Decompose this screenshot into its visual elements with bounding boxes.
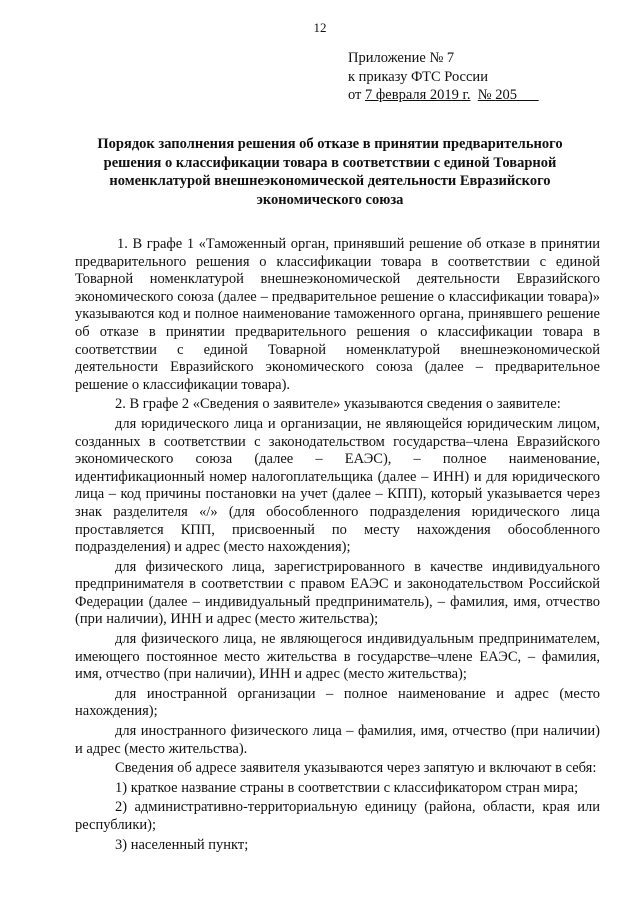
- paragraph-individual: для физического лица, не являющегося индивидуальным предпринимателем, имеющего постоянное место жительства в государстве–члене ЕАЭС, – фамилия, имя, отчество (при наличии), ИНН и адрес (место жительства);: [75, 631, 600, 683]
- paragraph-2: 2. В графе 2 «Сведения о заявителе» указываются сведения о заявителе:: [115, 396, 561, 413]
- attachment-line-1: Приложение № 7: [348, 50, 455, 66]
- attachment-date: 7 февраля 2019 г.: [365, 87, 471, 103]
- attachment-block: [348, 49, 628, 105]
- attachment-line-2: к приказу ФТС России: [348, 68, 488, 85]
- page-number: 12: [313, 20, 327, 35]
- attachment-number: 205: [495, 87, 517, 103]
- paragraph-foreign-organization: для иностранной организации – полное наименование и адрес (место нахождения);: [75, 685, 600, 720]
- document-body: [75, 236, 600, 856]
- list-item-region: 2) административно-территориальную единицу (района, области, края или республики);: [75, 799, 600, 833]
- paragraph-1: 1. В графе 1 «Таможенный орган, принявший решение об отказе в принятии предварительного решения о классификации товара в соответствии с единой Товарной номенклатурой внешнеэкономической деятельности Евразийского экономического союза (далее – предварительное решение о классификации товара)» указываются код и полное наименование таможенного органа, принявшего решение об отказе в принятии предварительного решения о классификации товара в соответствии с единой Товарной номенклатурой внешнеэкономической деятельности Евразийского экономического союза (далее – предварительное решение о классификации товара).: [75, 236, 600, 393]
- paragraph-address-intro: Сведения об адресе заявителя указываются через запятую и включают в себя:: [115, 760, 597, 777]
- list-item-country: 1) краткое название страны в соответствии с классификатором стран мира;: [115, 779, 579, 796]
- paragraph-legal-entity: для юридического лица и организации, не являющейся юридическим лицом, созданных в соответствии с законодательством государства–члена Евразийского экономического союза (далее – ЕАЭС), – полное наименование, идентификационный номер налогоплательщика (далее – ИНН) и для юридического лица – код причины постановки на учет (далее – КПП), который указывается через знак разделителя «/» (для обособленного подразделения юридического лица проставляется КПП, присвоенный по месту нахождения обособленного подразделения) и адрес (место нахождения);: [75, 415, 600, 556]
- attachment-line-3: [348, 86, 628, 105]
- list-item-settlement: 3) населенный пункт;: [115, 836, 249, 853]
- attachment-number-label: №: [477, 87, 492, 103]
- attachment-date-prefix: от: [348, 87, 366, 103]
- paragraph-individual-entrepreneur: для физического лица, зарегистрированного в качестве индивидуального предпринимателя в соответствии с правом ЕАЭС и законодательством Российской Федерации (далее – индивидуальный предприниматель), – фамилия, имя, отчество (при наличии), ИНН и адрес (место жительства);: [75, 558, 600, 628]
- document-title: Порядок заполнения решения об отказе в принятии предварительного решения о классификации товара в соответствии с единой Товарной номенклатурой внешнеэкономической деятельности Евразийского экономического союза: [97, 136, 563, 208]
- paragraph-foreign-individual: для иностранного физического лица – фамилия, имя, отчество (при наличии) и адрес (место жительства).: [75, 723, 600, 757]
